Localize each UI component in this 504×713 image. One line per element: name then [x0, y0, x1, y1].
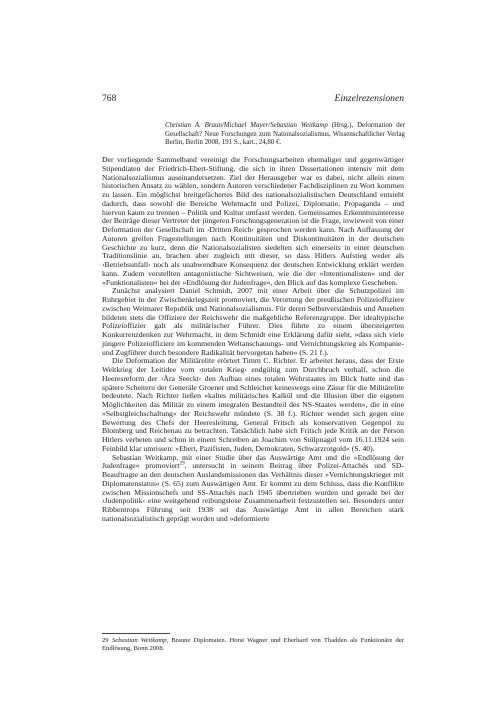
page-number: 768	[102, 93, 117, 104]
paragraph-text: , untersucht in seinem Beitrag über Polizei-Attachés und SD-Beauftragte an den deutschen Auslandsmissionen das Verhältnis dieser »Vernichtungskrieger mit Diplomatenstatus« (S. 65) zum Auswärtigen Amt. Er kommt zu dem Schluss, dass die Konflikte zwischen Missionschefs und SS-Attachés nach 1945 übertrieben wurden und gerade bei der ›Judenpolitik‹ eine weitgehend reibungslose Zusammenarbeit festzustellen sei. Besonders unter Ribbentrops Führung seit 1938 sei das Auswärtige Amt in allen Bereichen stark nationalsozialistisch geprägt worden und »deformierte	[102, 461, 404, 523]
body-paragraph: Zunächst analysiert Daniel Schmidt, 2007 mit einer Arbeit über die Schutzpolizei im Ruhrgebiet in der Zwischenkriegszeit promoviert, die Verortung der preußischen Polizeioffiziere zwischen Weimarer Republik und Nationalsozialismus. Für deren Selbstverständnis und Ansehen bildeten stets die Offiziere der Reichswehr die maßgebliche Referenzgruppe. Der idealtypische Polizeioffizier galt als militärischer Führer. Dies führte zu einem übersteigerten Konkurrenzdenken zur Wehrmacht, in dem Schmidt eine Erklärung dafür sieht, »dass sich viele jüngere Polizeioffiziere im kommenden Weltanschauungs- und Vernichtungskrieg als Kompanie- und Zugführer durch besondere Radikalität hervorgetan haben« (S. 21 f.).	[102, 286, 404, 357]
review-body	[102, 156, 404, 524]
footnote-text: , Braune Diplomaten. Horst Wagner und Eberhard von Thadden als Funktionäre der Endlösung, Bonn 2008.	[102, 637, 404, 653]
footnote-reference: 29	[179, 461, 185, 467]
citation-details: (Hrsg.), Deformation der Gesellschaft? Neue Forschungen zum Nationalsozialismus, Wissenschaftlicher Verlag Berlin, Berlin 2008, 191 S., kart., 24,80 €.	[165, 122, 405, 147]
paragraph-text: Sebastian Weitkamp, mit einer Studie über das Auswärtige Amt und die »Endlösung der Judenfrage« promoviert	[102, 452, 404, 471]
citation-authors: Christian A. Braun/Michael Mayer/Sebastian Weitkamp	[165, 122, 328, 129]
footnote	[102, 637, 404, 654]
body-paragraph: Der vorliegende Sammelband vereinigt die Forschungsarbeiten ehemaliger und gegenwärtiger Stipendiaten der Friedrich-Ebert-Stiftung, die sich in ihren Dissertationen intensiv mit dem Nationalsozialismus auseinandersetzen. Ziel der Herausgeber war es dabei, nicht allein einen historischen Ansatz zu wählen, sondern Autoren verschiedener Fachdisziplinen zu Wort kommen zu lassen. Ein möglichst breitgefächertes Bild des nationalsozialistischen Deutschland entsteht dadurch, dass sowohl die Bereiche Wehrmacht und Polizei, Diplomatie, Propaganda – und hiervon kaum zu trennen – Politik und Kultur umfasst werden. Gemeinsames Erkenntnisinteresse der Beiträge dieser Vertreter der jüngeren Forschungsgeneration ist die Frage, inwieweit von einer Deformation der Gesellschaft im ›Dritten Reich‹ gesprochen werden kann. Nach Auffassung der Autoren greifen Fragestellungen nach Kontinuitäten und Diskontinuitäten in der deutschen Geschichte zu kurz, denn die Nationalsozialisten siedelten sich einerseits in einer deutschen Traditionslinie an, brachen aber zugleich mit dieser, so dass Hitlers Aufstieg weder als ›Betriebsunfall‹ noch als unabwendbare Konsequenz der deutschen Entwicklung erklärt werden kann. Zudem verstellten antagonistische Sichtweisen, wie die der »Intentionalisten« und der »Funktionalisten« bei der »Endlösung der Judenfrage«, den Blick auf das komplexe Geschehen.	[102, 155, 404, 287]
footnote-number: 29	[102, 637, 109, 644]
running-title: Einzelrezensionen	[334, 93, 404, 104]
body-paragraph	[102, 454, 404, 524]
footnote-author: Sebastian Weitkamp	[112, 637, 167, 644]
footnote-separator	[102, 633, 170, 634]
body-paragraph: Die Deformation der Militärelite erörtert Timm C. Richter. Er arbeitet heraus, dass der Erste Weltkrieg der Leitidee vom ›totalen Krieg‹ endgültig zum Durchbruch verhalf, schon die Heeresreform der ›Ära Seeckt‹ den Aufbau eines totalen Wehrstaates im Blick hatte und das spätere Scheitern der Generäle Groener und Schleicher keineswegs eine Zäsur für die Militärelite bedeutete. Nach Richter ließen »kaltes militärisches Kalkül und die Illusion über die eigenen Möglichkeiten das Militär zu einem integralen Bestandteil des NS-Staates werden«, die in eine »Selbstgleichschaltung« der Reichswehr mündete (S. 38 f.). Richter wendet sich gegen eine Bewertung des Chefs der Heeresleitung, General Fritsch als konservativen Gegenpol zu Blomberg und Reichenau zu betrachten. Tatsächlich habe sich Fritsch jede Kritik an der Person Hitlers verbeten und schon in einem Schreiben an Joachim von Stülpnagel vom 16.11.1924 sein Feinbild klar umrissen: »Ebert, Pazifisten, Juden, Demokraten, Schwarzrotgold« (S. 40).	[102, 356, 404, 453]
review-citation	[165, 122, 405, 148]
running-header	[102, 92, 404, 106]
